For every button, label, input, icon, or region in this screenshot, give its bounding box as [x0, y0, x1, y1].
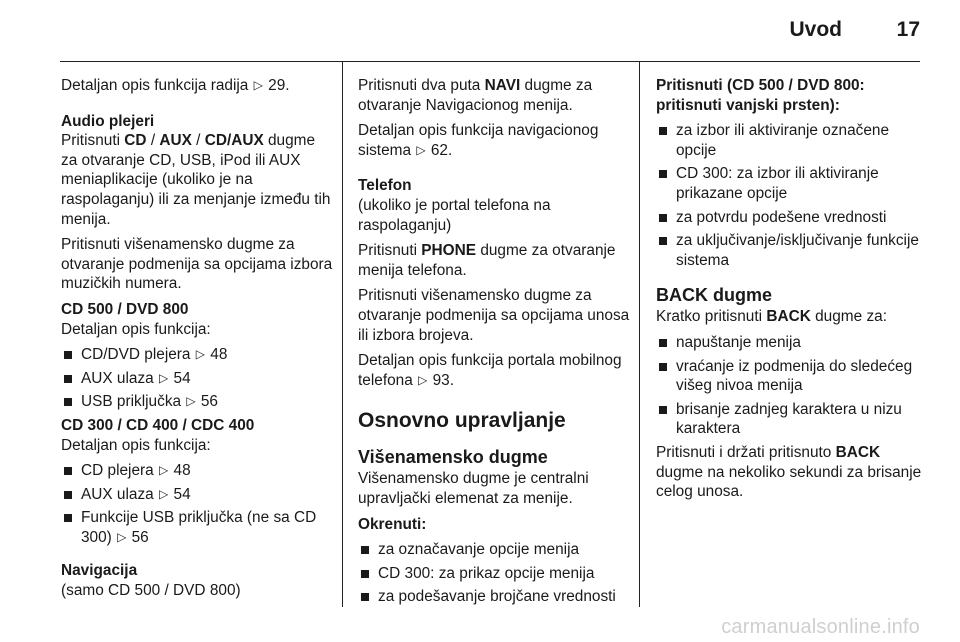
section-heading-cd500: CD 500 / DVD 800 [61, 300, 189, 318]
audio-paragraph-2: Pritisnuti višenamensko dugme za otvaranje podmenija sa opcijama izbora muzičkih numera. [61, 236, 333, 293]
square-bullet-icon [659, 214, 667, 222]
multifunction-paragraph: Višenamensko dugme je centralni upravljački elemenat za menije. [358, 470, 589, 507]
btn-label-cdaux: CD/AUX [204, 132, 264, 150]
column-3 [656, 76, 930, 508]
column-1 [61, 76, 333, 601]
navi-paragraph: Pritisnuti dva puta NAVI dugme za otvaranje Navigacionog menija. [358, 77, 593, 114]
page-ref-link[interactable]: 48 [173, 462, 191, 480]
section-heading-cd300: CD 300 / CD 400 / CDC 400 [61, 416, 255, 434]
ref-arrow-icon: ▷ [418, 372, 428, 387]
phone-subtitle: (ukoliko je portal telefona na raspolaganju) [358, 196, 551, 234]
btn-label-phone: PHONE [421, 242, 477, 260]
page-ref-link[interactable]: 48 [210, 346, 228, 364]
ref-arrow-icon: ▷ [186, 394, 196, 409]
cd300-list [61, 461, 333, 547]
navi-paragraph-2: Detaljan opis funkcija navigacionog sistema ▷ 62. [358, 122, 599, 159]
list-item: CD 300: za izbor ili aktiviranje prikazane opcije [656, 164, 930, 203]
square-bullet-icon [64, 375, 72, 383]
list-item: USB priključka ▷ 56 [61, 392, 333, 412]
column-2 [358, 76, 632, 611]
page-ref-link[interactable]: 54 [173, 369, 191, 387]
list-item: CD 300: za prikaz opcije menija [358, 564, 632, 584]
navigation-subtitle: (samo CD 500 / DVD 800) [61, 582, 241, 600]
rotate-list [358, 540, 632, 607]
page-number: 17 [896, 18, 920, 41]
page-ref-link[interactable]: 62. [430, 141, 453, 159]
page-ref-link[interactable]: 29. [268, 77, 290, 94]
ref-arrow-icon: ▷ [416, 142, 426, 157]
list-item: brisanje zadnjeg karaktera u nizu karaktera [656, 400, 930, 439]
phone-paragraph-3: Detaljan opis funkcija portala mobilnog telefona ▷ 93. [358, 352, 622, 389]
list-item: za izbor ili aktiviranje označene opcije [656, 121, 930, 160]
list-item: vraćanje iz podmenija do sledećeg višeg nivoa menija [656, 357, 930, 396]
square-bullet-icon [659, 406, 667, 414]
list-item: Funkcije USB priključka (ne sa CD 300) ▷ 56 [61, 508, 333, 547]
page-ref-link[interactable]: 56 [131, 528, 149, 546]
btn-label-cd: CD [124, 132, 147, 150]
list-item: AUX ulaza ▷ 54 [61, 485, 333, 505]
page-ref-link[interactable]: 93. [432, 371, 454, 389]
section-heading-audio: Audio plejeri [61, 112, 155, 130]
ref-arrow-icon: ▷ [195, 347, 205, 362]
page-ref-link[interactable]: 54 [173, 485, 191, 503]
phone-paragraph: Pritisnuti PHONE dugme za otvaranje menija telefona. [358, 242, 616, 279]
list-item: za uključivanje/isključivanje funkcije sistema [656, 231, 930, 270]
square-bullet-icon [64, 351, 72, 359]
page-title: Uvod [789, 18, 842, 41]
list-item: napuštanje menija [656, 333, 930, 353]
btn-label-aux: AUX [159, 132, 192, 150]
cd500-list [61, 345, 333, 412]
header-divider [60, 61, 920, 62]
square-bullet-icon [361, 570, 369, 578]
ref-arrow-icon: ▷ [159, 463, 169, 478]
audio-paragraph: Pritisnuti CD / AUX / CD/AUX dugme za otvaranje CD, USB, iPod ili AUX meniaplikacije (ukoliko je na raspolaganju) ili za menjanje između tih menija. [61, 132, 331, 228]
rotate-heading: Okrenuti: [358, 515, 427, 533]
column-divider-1 [342, 62, 343, 607]
section-heading-phone: Telefon [358, 177, 412, 195]
square-bullet-icon [64, 514, 72, 522]
square-bullet-icon [659, 339, 667, 347]
subheading-back: BACK dugme [656, 285, 772, 306]
ref-arrow-icon: ▷ [117, 529, 127, 544]
hold-paragraph: Pritisnuti i držati pritisnuto BACK dugme na nekoliko sekundi za brisanje celog unosa. [656, 443, 922, 501]
ref-arrow-icon: ▷ [159, 486, 169, 501]
subheading-multifunction: Višenamensko dugme [358, 447, 548, 468]
square-bullet-icon [64, 491, 72, 499]
square-bullet-icon [361, 593, 369, 601]
list-item: za označavanje opcije menija [358, 540, 632, 560]
ref-arrow-icon: ▷ [253, 78, 263, 92]
btn-label-back: BACK [766, 308, 811, 326]
intro-paragraph: Detaljan opis funkcija radija ▷ 29. [61, 77, 290, 94]
square-bullet-icon [659, 127, 667, 135]
list-item: CD plejera ▷ 48 [61, 461, 333, 481]
square-bullet-icon [361, 546, 369, 554]
square-bullet-icon [64, 398, 72, 406]
square-bullet-icon [659, 363, 667, 371]
ref-arrow-icon: ▷ [159, 370, 169, 385]
press-heading: Pritisnuti (CD 500 / DVD 800: pritisnuti vanjski prsten): [656, 77, 865, 114]
section-heading-navigation: Navigacija [61, 562, 138, 580]
list-item: za potvrdu podešene vrednosti [656, 208, 930, 228]
list-item: CD/DVD plejera ▷ 48 [61, 345, 333, 365]
list-item: AUX ulaza ▷ 54 [61, 369, 333, 389]
square-bullet-icon [659, 170, 667, 178]
back-paragraph: Kratko pritisnuti BACK dugme za: [656, 308, 887, 326]
main-heading: Osnovno upravljanje [358, 409, 566, 433]
btn-label-navi: NAVI [484, 77, 521, 94]
press-list [656, 121, 930, 270]
watermark: carmanualsonline.info [721, 616, 920, 638]
phone-paragraph-2: Pritisnuti višenamensko dugme za otvaranje podmenija sa opcijama unosa ili izbora brojeva. [358, 287, 630, 344]
square-bullet-icon [64, 467, 72, 475]
page-ref-link[interactable]: 56 [200, 393, 218, 411]
list-item: za podešavanje brojčane vrednosti [358, 587, 632, 607]
back-list [656, 333, 930, 439]
column-divider-2 [639, 62, 640, 607]
page-header [60, 0, 920, 60]
cd500-subtitle: Detaljan opis funkcija: [61, 320, 211, 338]
square-bullet-icon [659, 237, 667, 245]
btn-label-back-2: BACK [835, 443, 881, 461]
cd300-subtitle: Detaljan opis funkcija: [61, 436, 211, 454]
